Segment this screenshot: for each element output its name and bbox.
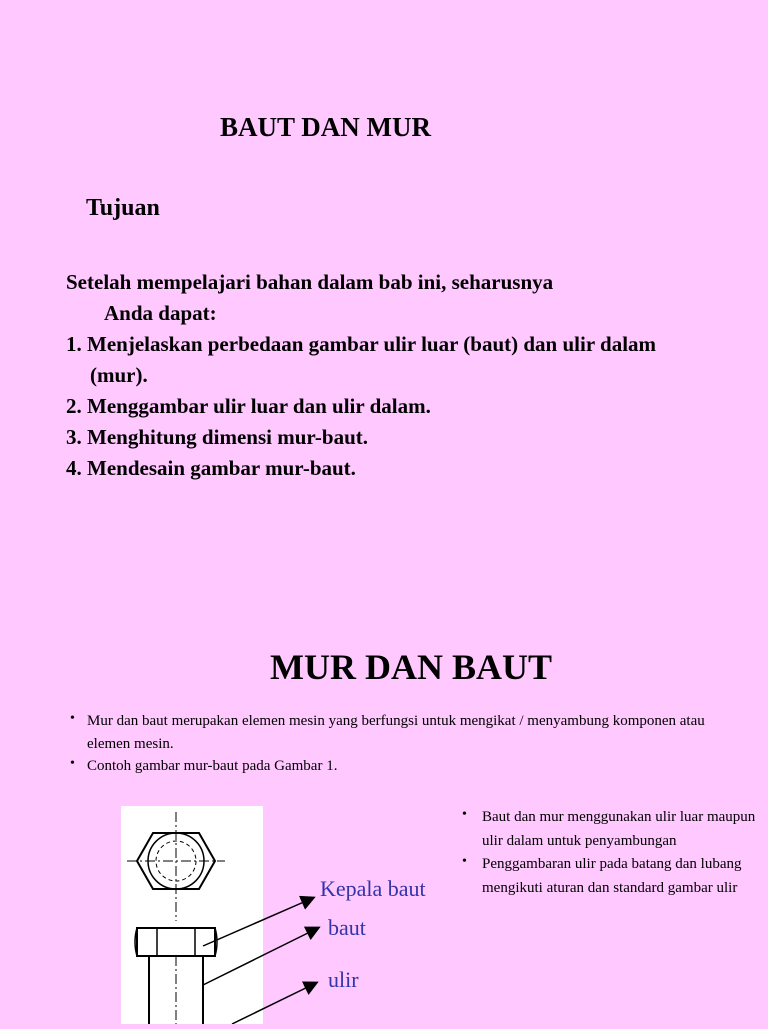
intro-line-2: Anda dapat: <box>104 301 217 325</box>
slide1-title: BAUT DAN MUR <box>220 112 432 142</box>
bullet-item <box>70 755 710 778</box>
slide2-title: MUR DAN BAUT <box>270 647 552 687</box>
bolt-head-side <box>137 928 215 956</box>
bullet-icon: • <box>462 807 467 822</box>
label-ulir: ulir <box>328 967 359 992</box>
bolt-drawing <box>121 806 263 1024</box>
slide1-subtitle: Tujuan <box>86 195 160 221</box>
label-baut: baut <box>328 915 366 940</box>
list-item: 2. Menggambar ulir luar dan ulir dalam. <box>66 394 431 418</box>
objectives-list <box>66 329 706 484</box>
bullet-icon: • <box>70 711 75 726</box>
slide1-intro <box>66 267 706 329</box>
list-item: 4. Mendesain gambar mur-baut. <box>66 456 356 480</box>
bullet-item <box>70 710 710 755</box>
bullet-item <box>462 853 762 900</box>
bullet-text: Penggambaran ulir pada batang dan lubang mengikuti aturan dan standard gambar ulir <box>482 856 742 896</box>
label-kepala-baut: Kepala baut <box>320 876 426 901</box>
bolt-figure <box>121 806 263 1024</box>
list-item: 3. Menghitung dimensi mur-baut. <box>66 425 369 449</box>
bullet-text: Mur dan baut merupakan elemen mesin yang berfungsi untuk mengikat / menyambung komponen atau elemen mesin. <box>87 713 705 752</box>
list-item: 1. Menjelaskan perbedaan gambar ulir luar (baut) dan ulir dalam (mur). <box>66 332 657 387</box>
bullet-text: Contoh gambar mur-baut pada Gambar 1. <box>87 758 338 774</box>
side-bullet-list <box>462 806 762 900</box>
bullet-icon: • <box>462 854 467 869</box>
bullet-text: Baut dan mur menggunakan ulir luar maupun ulir dalam untuk penyambungan <box>482 809 756 849</box>
bullet-item <box>462 806 762 853</box>
bullet-list <box>70 710 710 778</box>
bullet-icon: • <box>70 756 75 771</box>
intro-line-1: Setelah mempelajari bahan dalam bab ini, seharusnya <box>66 270 554 294</box>
